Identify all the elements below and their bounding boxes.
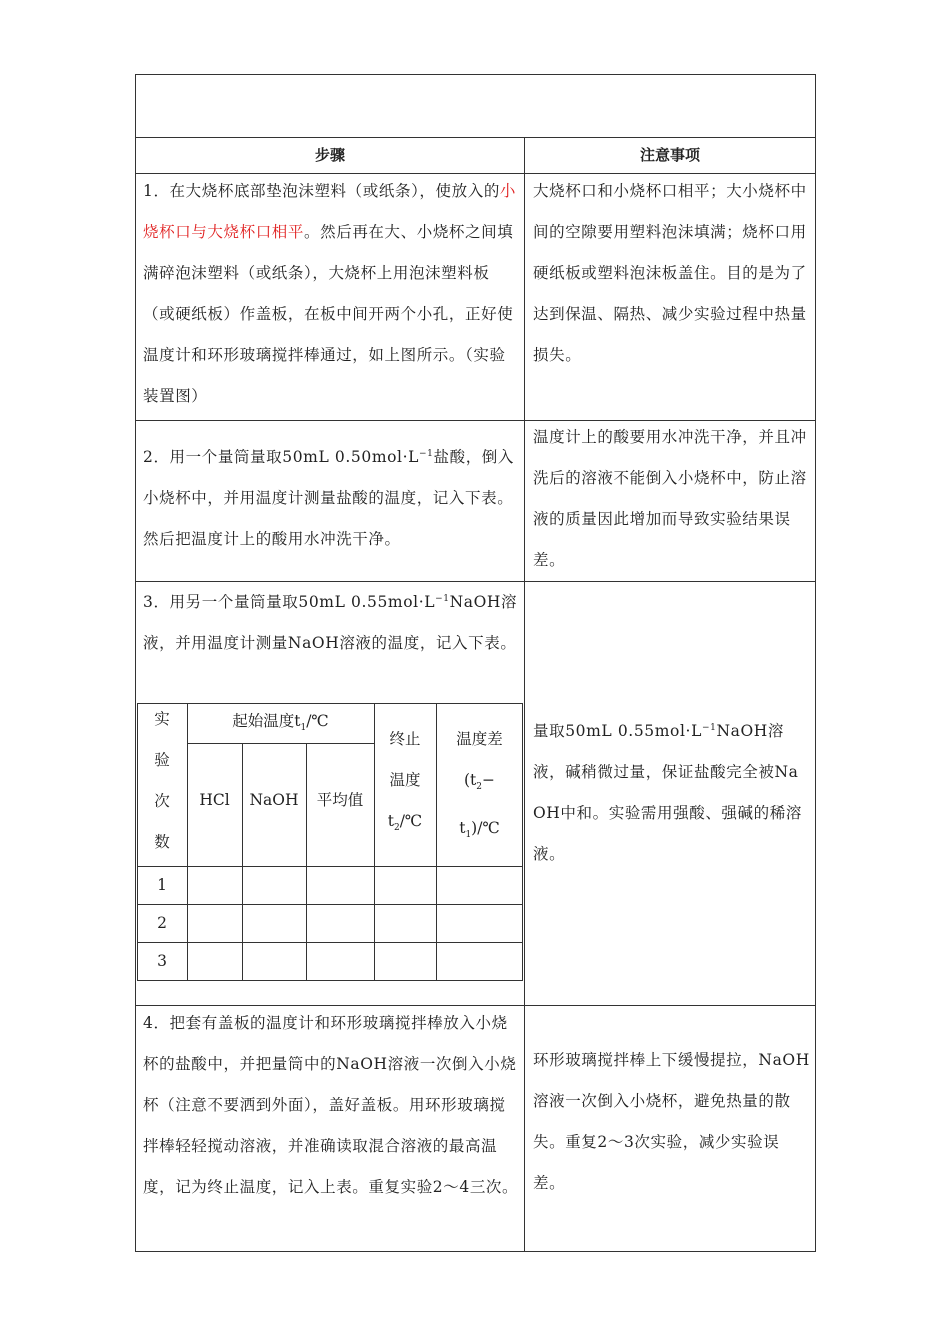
col-start-label: 起始温度t xyxy=(232,712,301,730)
step-2-sup: −1 xyxy=(419,449,434,459)
step-3-text-b: NaOH溶液，并用温度计测量NaOH溶液的温度，记入下表。 xyxy=(143,593,518,653)
col-end-sub: 2 xyxy=(393,823,400,834)
col-diff-line xyxy=(436,808,523,856)
step-1-text-b: 。然后再在大、小烧杯之间填满碎泡沫塑料（或纸条），大烧杯上用泡沫塑料板（或硬纸板）作盖板，在板中间开两个小孔，正好使温度计和环形玻璃搅拌棒通过，如上图所示。（实验装置图） xyxy=(143,223,514,405)
col-diff-3b: )/℃ xyxy=(471,819,500,838)
col-end-temp xyxy=(374,719,436,849)
header-step: 步骤 xyxy=(314,146,345,164)
col-trial-number xyxy=(137,699,187,863)
inner-row-line xyxy=(137,904,523,905)
step-2-text-a: 2．用一个量筒量取50mL 0.50mol·L xyxy=(143,448,420,467)
step-1 xyxy=(143,171,521,417)
col-diff-line: 温度差 xyxy=(456,730,503,748)
inner-col-line xyxy=(306,743,307,981)
note-4: 环形玻璃搅拌棒上下缓慢提拉，NaOH溶液一次倒入小烧杯，避免热量的散失。重复2～3次实验，减少实验误差。 xyxy=(533,1051,810,1192)
col-end-t: t xyxy=(387,812,394,830)
step-2-text-b: 盐酸，倒入小烧杯中，并用温度计测量盐酸的温度，记入下表。然后把温度计上的酸用水冲洗干净。 xyxy=(143,448,515,549)
col-end-line xyxy=(374,801,436,849)
inner-col-line xyxy=(242,743,243,981)
step-4: 4．把套有盖板的温度计和环形玻璃搅拌棒放入小烧杯的盐酸中，并把量筒中的NaOH溶液一次倒入小烧杯（注意不要洒到外面），盖好盖板。用环形玻璃搅拌棒轻轻搅动溶液，并准确读取混合溶液的最高温度，记为终止温度，记入上表。重复实验2～4三次。 xyxy=(143,1014,519,1196)
col-start-unit: /℃ xyxy=(306,712,329,730)
inner-row-line xyxy=(187,743,374,744)
col-start-temp xyxy=(187,703,374,743)
step-3-text-a: 3．用另一个量筒量取50mL 0.55mol·L xyxy=(143,593,436,612)
step-1-highlight: 小烧杯口与大烧杯口相平 xyxy=(143,182,517,241)
note-2: 温度计上的酸要用水冲洗干净，并且冲洗后的溶液不能倒入小烧杯中，防止溶液的质量因此增加而导致实验结果误差。 xyxy=(533,428,807,569)
col-trial-char: 次 xyxy=(154,792,170,810)
inner-row-line xyxy=(137,942,523,943)
inner-col-line xyxy=(187,703,188,981)
trial-2: 2 xyxy=(157,914,167,932)
step-3-sup: −1 xyxy=(435,594,450,604)
step-1-text-a: 1．在大烧杯底部垫泡沫塑料（或纸条），使放入的 xyxy=(143,182,500,200)
col-average: 平均值 xyxy=(316,791,364,809)
step-3 xyxy=(143,579,521,664)
col-trial-char: 验 xyxy=(154,751,170,769)
col-diff-line xyxy=(436,760,523,808)
col-end-unit: /℃ xyxy=(399,812,423,830)
trial-3: 3 xyxy=(157,952,167,970)
note-3-text-a: 量取50mL 0.55mol·L xyxy=(533,722,702,741)
col-hcl: HCl xyxy=(199,791,230,809)
col-end-line: 温度 xyxy=(389,771,421,789)
note-3 xyxy=(533,708,811,875)
col-diff-2b: − xyxy=(482,771,495,789)
header-note: 注意事项 xyxy=(639,146,700,164)
col-diff-3sub: 1 xyxy=(465,830,472,841)
col-trial-char: 数 xyxy=(154,833,170,851)
col-diff-3a: t xyxy=(459,819,466,838)
note-3-text-b: NaOH溶液，碱稍微过量，保证盐酸完全被NaOH中和。实验需用强酸、强碱的稀溶液。 xyxy=(533,722,802,864)
col-naoh: NaOH xyxy=(249,791,299,809)
col-diff-2a: (t xyxy=(463,771,477,789)
col-temp-diff xyxy=(436,719,523,856)
col-start-sub: 1 xyxy=(300,723,307,734)
step-2 xyxy=(143,434,521,560)
trial-1: 1 xyxy=(157,876,167,894)
col-trial-char: 实 xyxy=(154,710,170,728)
column-divider xyxy=(524,137,525,1252)
note-1: 大烧杯口和小烧杯口相平；大小烧杯中间的空隙要用塑料泡沫填满；烧杯口用硬纸板或塑料泡沫板盖住。目的是为了达到保温、隔热、减少实验过程中热量损失。 xyxy=(533,182,807,364)
col-diff-2sub: 2 xyxy=(476,782,482,793)
col-end-line: 终止 xyxy=(389,730,421,748)
note-3-sup: −1 xyxy=(701,723,717,733)
inner-row-line xyxy=(137,866,523,867)
